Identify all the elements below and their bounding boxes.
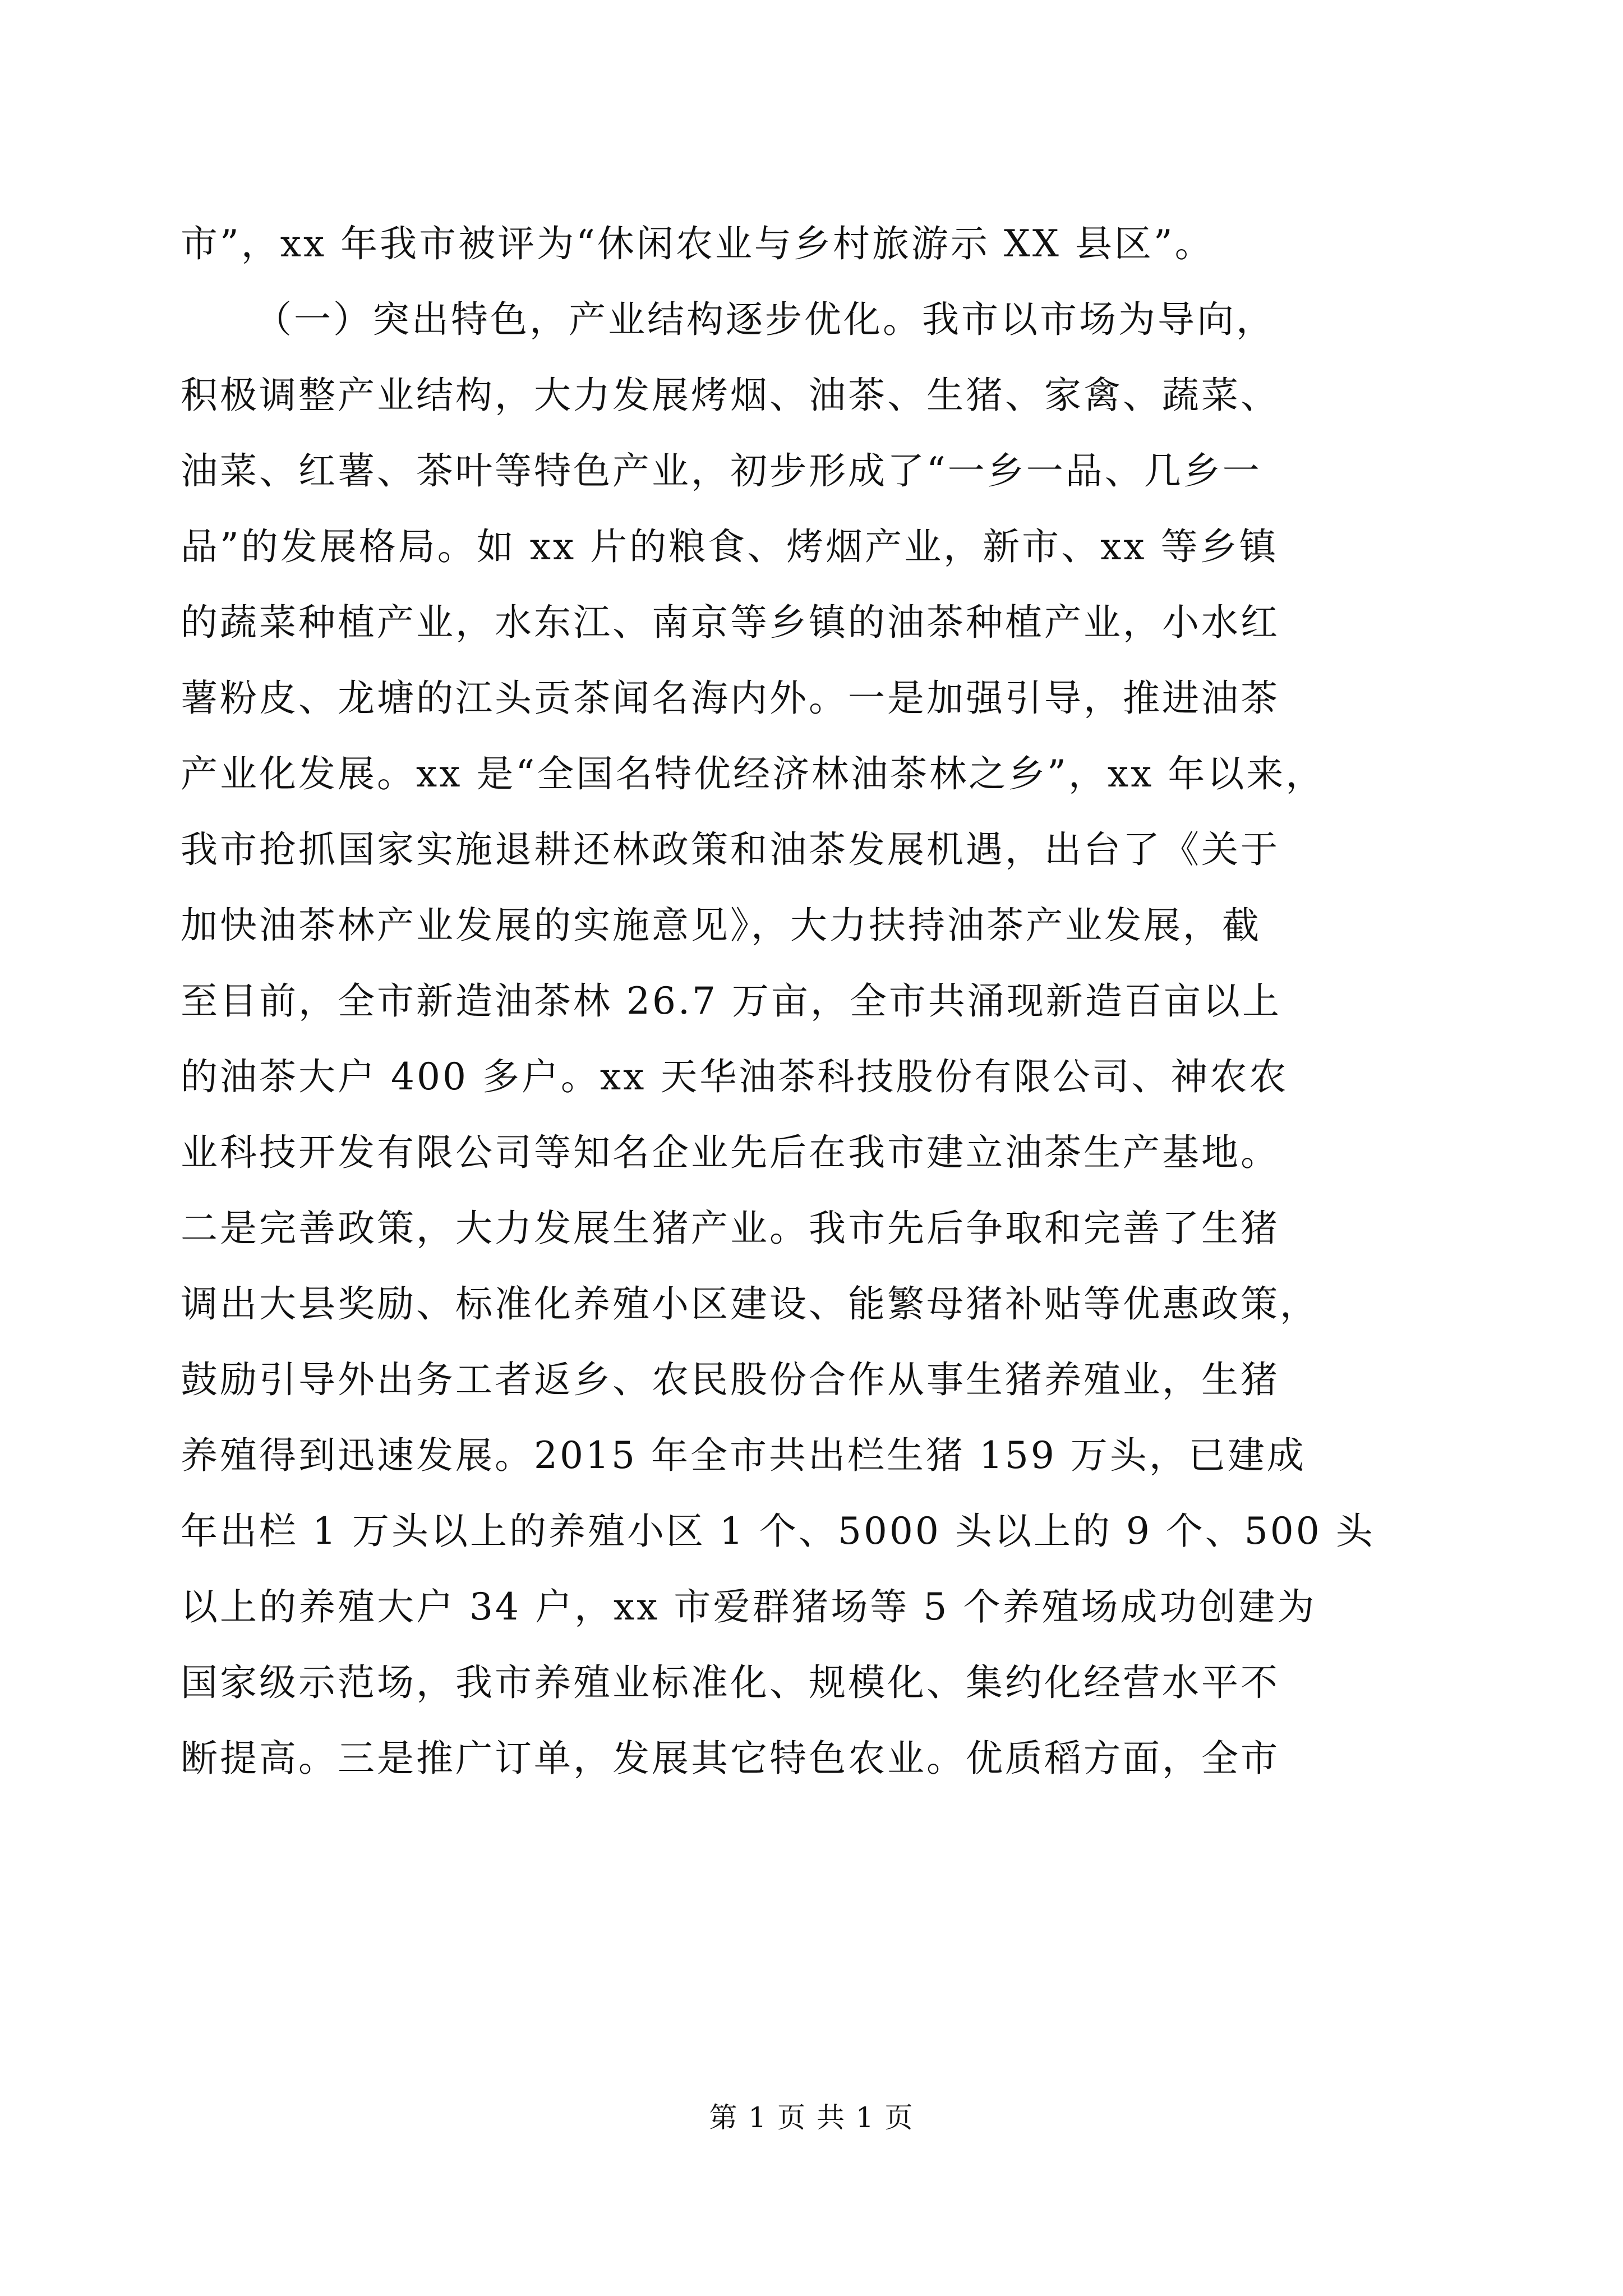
- text-line: 品”的发展格局。如 xx 片的粮食、烤烟产业，新市、xx 等乡镇: [181, 525, 1279, 568]
- text-line: 年出栏 1 万头以上的养殖小区 1 个、5000 头以上的 9 个、500 头: [181, 1510, 1375, 1553]
- text-line: 积极调整产业结构，大力发展烤烟、油茶、生猪、家禽、蔬菜、: [181, 374, 1280, 417]
- text-line: 国家级示范场，我市养殖业标准化、规模化、集约化经营水平不: [181, 1661, 1280, 1704]
- text-line: 油菜、红薯、茶叶等特色产业，初步形成了“一乡一品、几乡一: [181, 449, 1262, 493]
- text-line: 至目前，全市新造油茶林 26.7 万亩，全市共涌现新造百亩以上: [181, 979, 1281, 1023]
- text-line: 的油茶大户 400 多户。xx 天华油茶科技股份有限公司、神农农: [181, 1055, 1289, 1098]
- text-line: 鼓励引导外出务工者返乡、农民股份合作从事生猪养殖业，生猪: [181, 1358, 1280, 1401]
- text-line: 的蔬菜种植产业，水东江、南京等乡镇的油茶种植产业，小水红: [181, 601, 1280, 644]
- text-line: 产业化发展。xx 是“全国名特优经济林油茶林之乡”，xx 年以来，: [181, 752, 1325, 795]
- text-line: 薯粉皮、龙塘的江头贡茶闻名海内外。一是加强引导，推进油茶: [181, 677, 1280, 720]
- page-number-footer: 第 1 页 共 1 页: [709, 2101, 914, 2134]
- text-line: 断提高。三是推广订单，发展其它特色农业。优质稻方面，全市: [181, 1737, 1280, 1780]
- text-line: 加快油茶林产业发展的实施意见》，大力扶持油茶产业发展，截: [181, 904, 1261, 947]
- text-line: 我市抢抓国家实施退耕还林政策和油茶发展机遇，出台了《关于: [181, 828, 1280, 871]
- text-line: 业科技开发有限公司等知名企业先后在我市建立油茶生产基地。: [181, 1131, 1280, 1174]
- text-line: 二是完善政策，大力发展生猪产业。我市先后争取和完善了生猪: [181, 1207, 1280, 1250]
- text-line: 以上的养殖大户 34 户，xx 市爱群猪场等 5 个养殖场成功创建为: [181, 1585, 1317, 1628]
- text-line: 调出大县奖励、标准化养殖小区建设、能繁母猪补贴等优惠政策，: [181, 1282, 1319, 1326]
- section-heading-line: （一）突出特色，产业结构逐步优化。我市以市场为导向，: [255, 298, 1275, 341]
- text-line: 养殖得到迅速发展。2015 年全市共出栏生猪 159 万头，已建成: [181, 1434, 1306, 1477]
- text-line: 市”，xx 年我市被评为“休闲农业与乡村旅游示 XX 县区”。: [181, 222, 1214, 265]
